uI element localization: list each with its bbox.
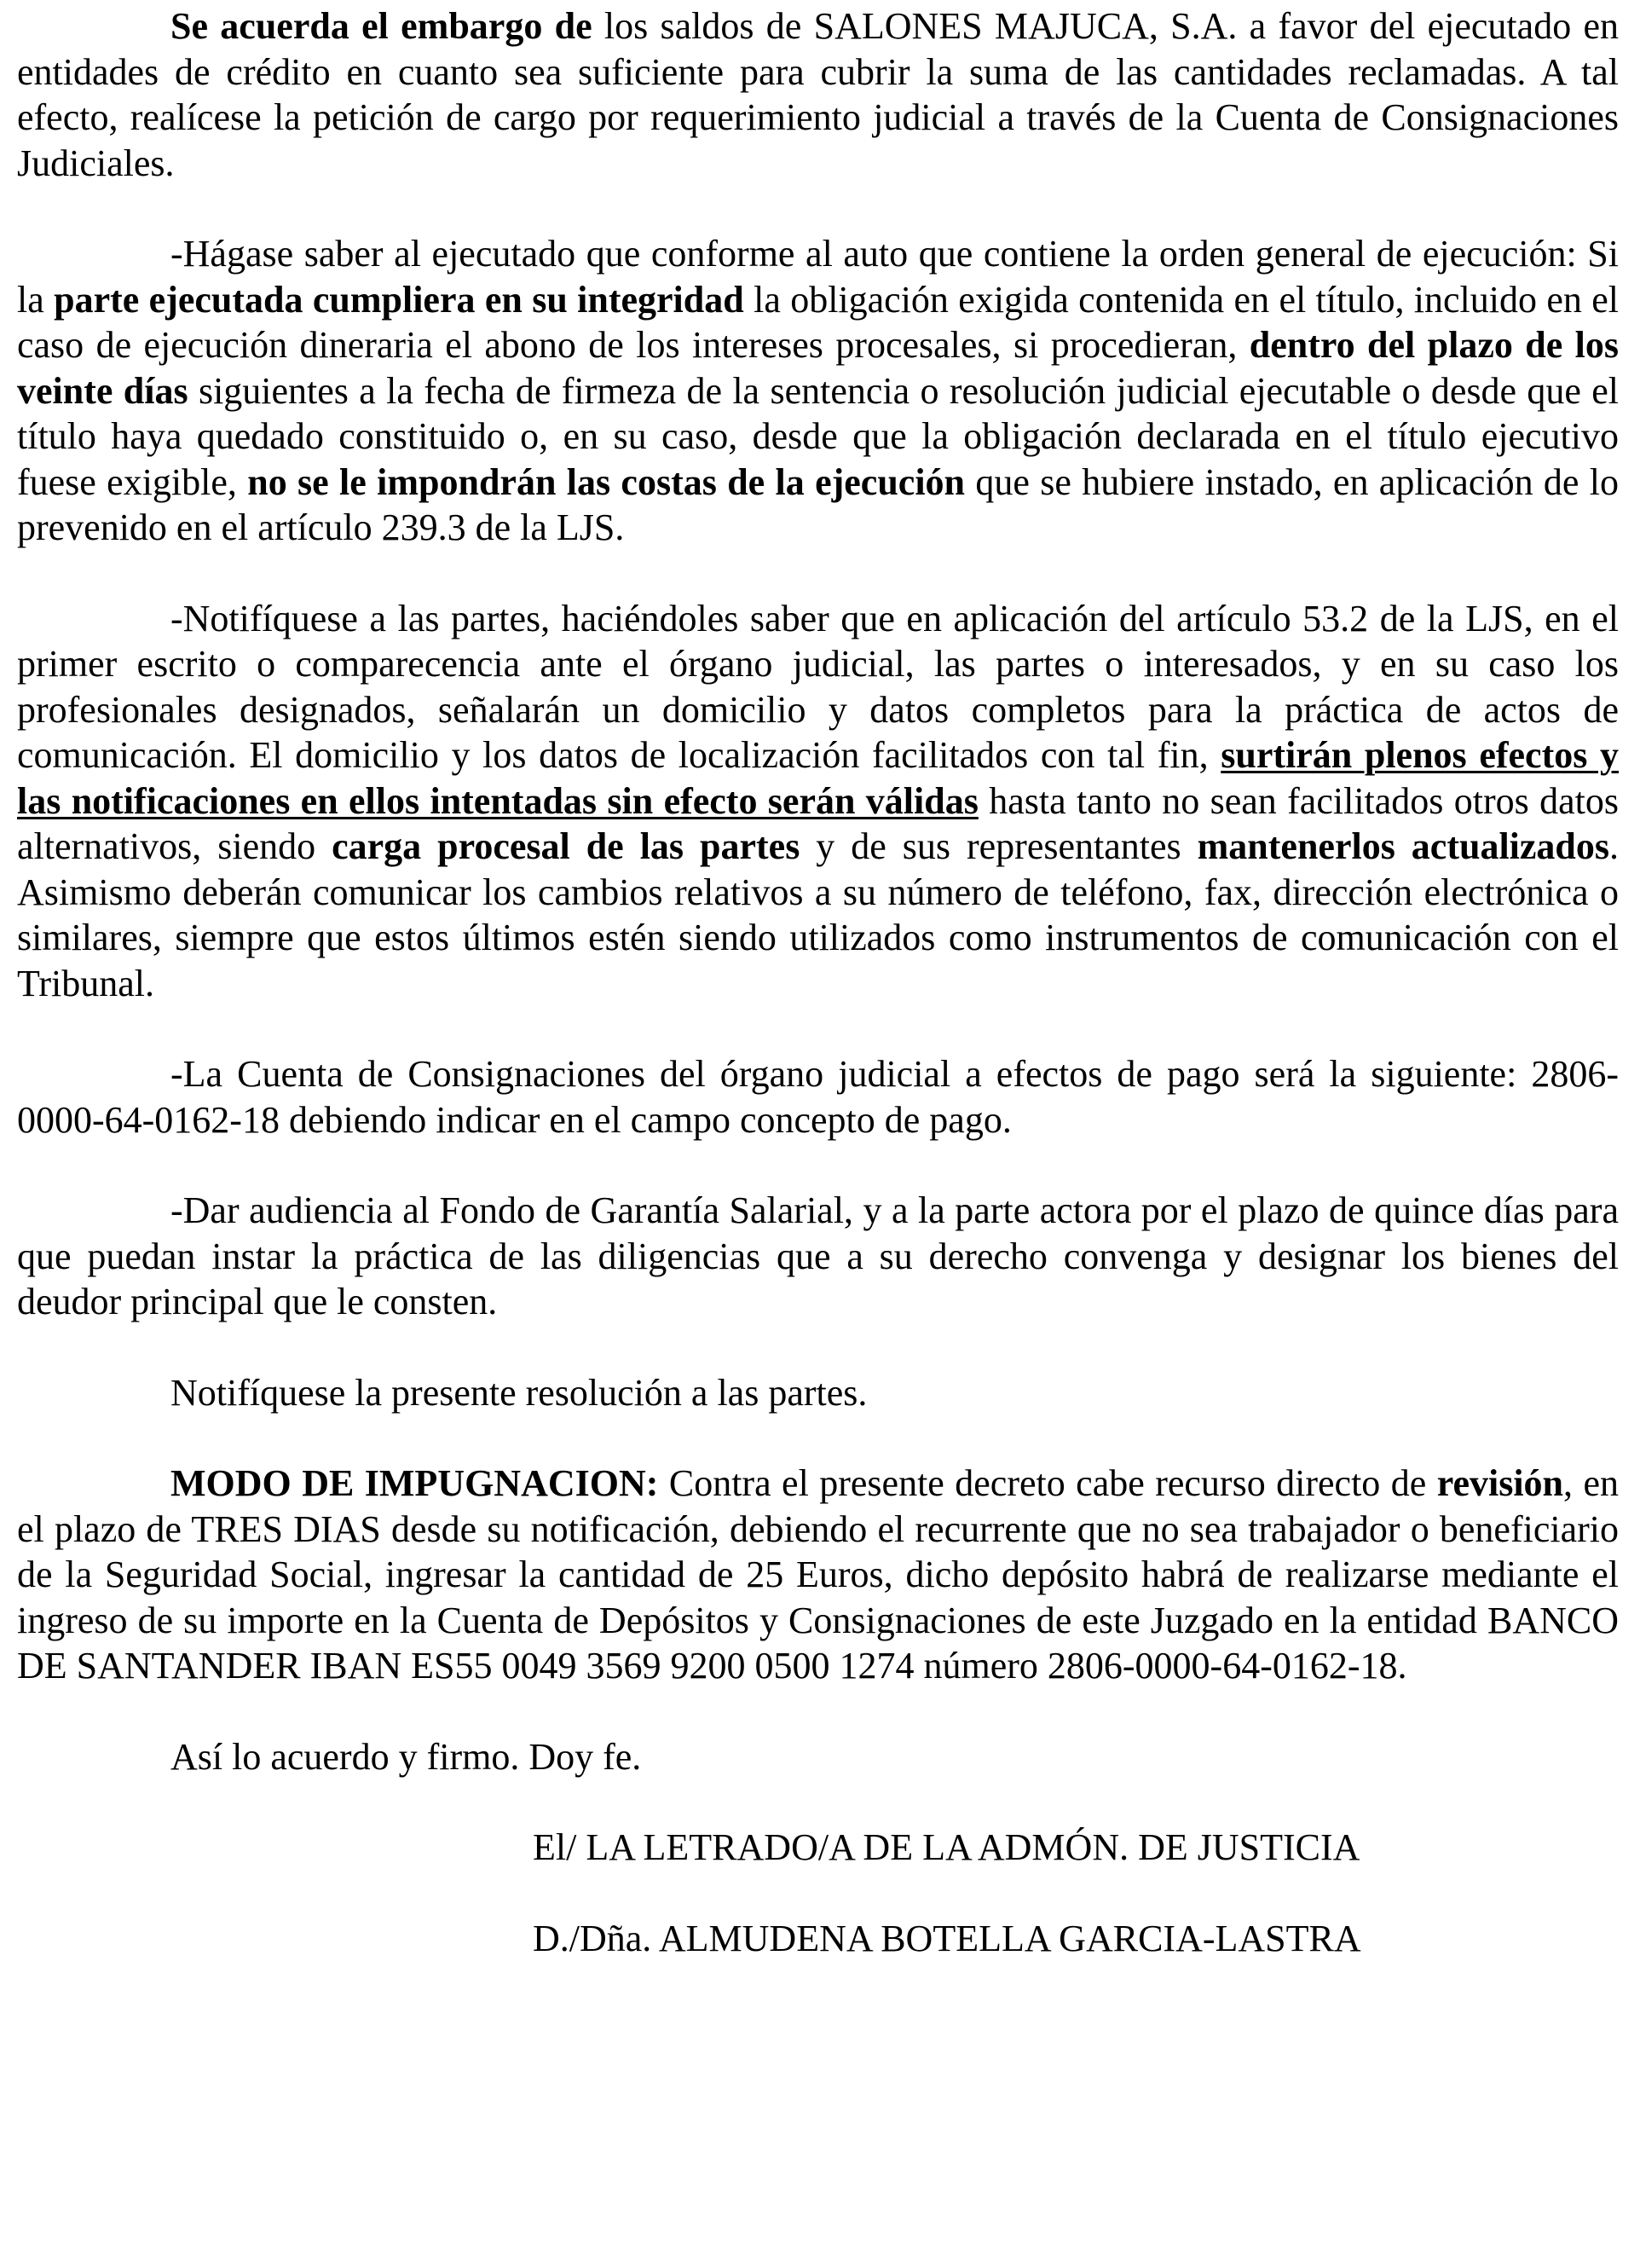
bold-text: mantenerlos actualizados	[1197, 825, 1610, 867]
paragraph-audiencia-fogasa	[17, 1188, 1619, 1325]
bold-text: revisión	[1436, 1462, 1564, 1504]
paragraph-acuerdo-firmo	[17, 1734, 1619, 1780]
bold-text: dentro del plazo de los veinte días	[17, 324, 1620, 412]
bold-text: parte ejecutada cumpliera en su integridad	[54, 278, 744, 321]
paragraph-embargo	[17, 3, 1619, 186]
body-text: Notifíquese la presente resolución a las partes.	[170, 1371, 868, 1414]
bold-text: carga procesal de las partes	[332, 825, 800, 867]
bold-text: no se le impondrán las costas de la ejecución	[247, 460, 966, 503]
body-text: , en el plazo de TRES DIAS desde su notificación, debiendo el recurrente que no sea trabajador o beneficiario de la Seguridad Social, ingresar la cantidad de 25 Euros, dicho depósito habrá de realizarse mediante el ingreso de su importe en la Cuenta de Depósitos y Consignaciones de este Juzgado en la entidad BANCO DE SANTANDER IBAN ES55 0049 3569 9200 0500 1274 número 2806-0000-64-0162-18.	[17, 1462, 1620, 1687]
body-text: la obligación exigida contenida en el título, incluido en el caso de ejecución dineraria el abono de los intereses procesales, si procedieran,	[17, 278, 1620, 366]
bold-heading-text: MODO DE IMPUGNACION:	[170, 1462, 659, 1504]
bold-underlined-text: surtirán plenos efectos y las notificaciones en ellos intentadas sin efecto serán válidas	[17, 734, 1619, 822]
body-text: que se hubiere instado, en aplicación de lo prevenido en el artículo 239.3 de la LJS.	[17, 460, 1619, 548]
body-text: -Hágase saber al ejecutado que conforme al auto que contiene la orden general de ejecución: Si la	[17, 233, 1619, 321]
body-text: . Asimismo deberán comunicar los cambios relativos a su número de teléfono, fax, dirección electrónica o similares, siempre que estos últimos estén siendo utilizados como instrumentos de comunicación con el Tribunal.	[17, 825, 1620, 1004]
body-text: hasta tanto no sean facilitados otros datos alternativos, siendo	[17, 779, 1619, 867]
body-text: Contra el presente decreto cabe recurso directo de	[658, 1462, 1437, 1504]
paragraph-notifiquese	[17, 1370, 1619, 1416]
paragraph-notificacion-domicilio	[17, 596, 1619, 1007]
bold-text: Se acuerda el embargo de	[170, 5, 592, 47]
body-text: -La Cuenta de Consignaciones del órgano judicial a efectos de pago será la siguiente: 2806-0000-64-0162-18 debiendo indicar en el campo concepto de pago.	[17, 1053, 1619, 1141]
paragraph-ejecucion	[17, 231, 1619, 551]
body-text: los saldos de SALONES MAJUCA, S.A. a favor del ejecutado en entidades de crédito en cuanto sea suficiente para cubrir la suma de las cantidades reclamadas. A tal efecto, realícese la petición de cargo por requerimiento judicial a través de la Cuenta de Consignaciones Judiciales.	[17, 5, 1620, 184]
body-text: y de sus representantes	[800, 825, 1198, 867]
signature-title: El/ LA LETRADO/A DE LA ADMÓN. DE JUSTICIA	[533, 1826, 1360, 1868]
body-text: siguientes a la fecha de firmeza de la sentencia o resolución judicial ejecutable o desde que el título haya quedado constituido o, en su caso, desde que la obligación declarada en el título ejecutivo fuese exigible,	[17, 369, 1620, 503]
body-text: -Notifíquese a las partes, haciéndoles saber que en aplicación del artículo 53.2 de la LJS, en el primer escrito o comparecencia ante el órgano judicial, las partes o interesados, y en su caso los profesionales designados, señalarán un domicilio y datos completos para la práctica de actos de comunicación. El domicilio y los datos de localización facilitados con tal fin,	[17, 597, 1619, 776]
signature-block	[17, 1825, 1619, 1961]
paragraph-cuenta-consignaciones	[17, 1051, 1619, 1143]
paragraph-modo-impugnacion	[17, 1461, 1619, 1689]
signature-name: D./Dña. ALMUDENA BOTELLA GARCIA-LASTRA	[533, 1917, 1361, 1959]
body-text: Así lo acuerdo y firmo. Doy fe.	[170, 1735, 642, 1778]
body-text: -Dar audiencia al Fondo de Garantía Salarial, y a la parte actora por el plazo de quince días para que puedan instar la práctica de las diligencias que a su derecho convenga y designar los bienes del deudor principal que le consten.	[17, 1189, 1619, 1322]
